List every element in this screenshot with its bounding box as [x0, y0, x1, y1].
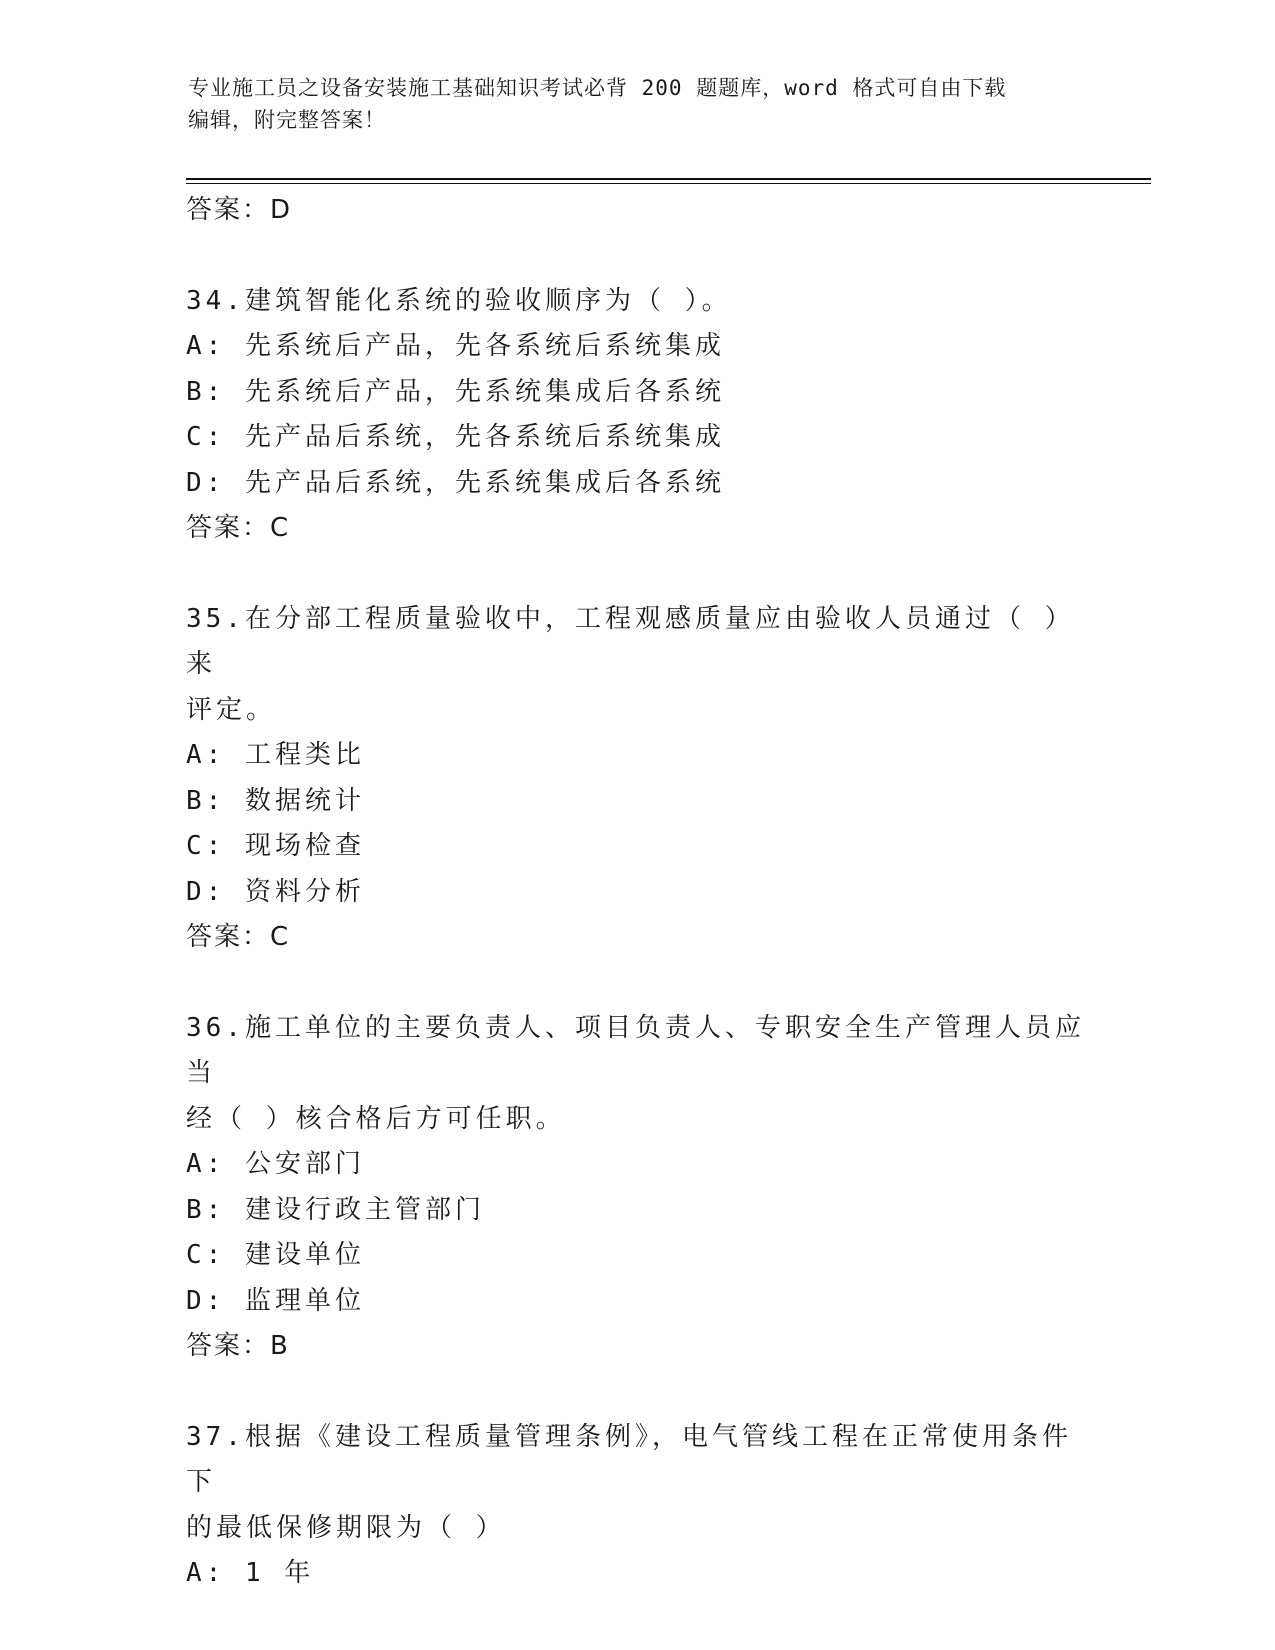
document-header [188, 72, 1068, 136]
option-c: C: 先产品后系统，先各系统后系统集成 [186, 422, 725, 452]
previous-answer: 答案：D [186, 195, 293, 225]
option-a: A: 1 年 [186, 1558, 315, 1588]
question-stem: 37.根据《建设工程质量管理条例》，电气管线工程在正常使用条件下 [186, 1421, 1072, 1497]
header-divider-thin [186, 183, 1151, 184]
option-a: A: 公安部门 [186, 1149, 365, 1179]
question-stem: 36.施工单位的主要负责人、项目负责人、专职安全生产管理人员应当 [186, 1012, 1085, 1088]
question-stem-cont: 评定。 [186, 694, 277, 725]
question-35 [186, 597, 1086, 961]
option-d: D: 资料分析 [186, 876, 365, 907]
option-c: C: 现场检查 [186, 831, 365, 861]
question-37 [186, 1415, 1086, 1597]
question-stem-cont: 的最低保修期限为（ ） [186, 1512, 506, 1543]
header-line-2: 编辑，附完整答案！ [188, 108, 386, 132]
question-stem: 35.在分部工程质量验收中，工程观感质量应由验收人员通过（ ）来 [186, 603, 1075, 679]
option-b: B: 建设行政主管部门 [186, 1194, 485, 1225]
option-d: D: 先产品后系统，先系统集成后各系统 [186, 467, 725, 498]
answer: 答案：B [186, 1331, 290, 1361]
header-line-1: 专业施工员之设备安装施工基础知识考试必背 200 题题库，word 格式可自由下载 [188, 76, 1007, 100]
header-divider [186, 178, 1151, 180]
question-list [186, 188, 1086, 1597]
option-a: A: 工程类比 [186, 740, 365, 770]
answer: 答案：C [186, 513, 291, 543]
option-a: A: 先系统后产品，先各系统后系统集成 [186, 331, 725, 361]
answer: 答案：C [186, 922, 291, 952]
option-d: D: 监理单位 [186, 1285, 365, 1316]
question-36 [186, 1006, 1086, 1370]
question-34 [186, 279, 1086, 552]
option-b: B: 先系统后产品，先系统集成后各系统 [186, 376, 725, 407]
question-stem: 34.建筑智能化系统的验收顺序为（ ）。 [186, 285, 732, 316]
option-b: B: 数据统计 [186, 785, 365, 816]
question-stem-cont: 经（ ）核合格后方可任职。 [186, 1103, 566, 1134]
option-c: C: 建设单位 [186, 1240, 365, 1270]
